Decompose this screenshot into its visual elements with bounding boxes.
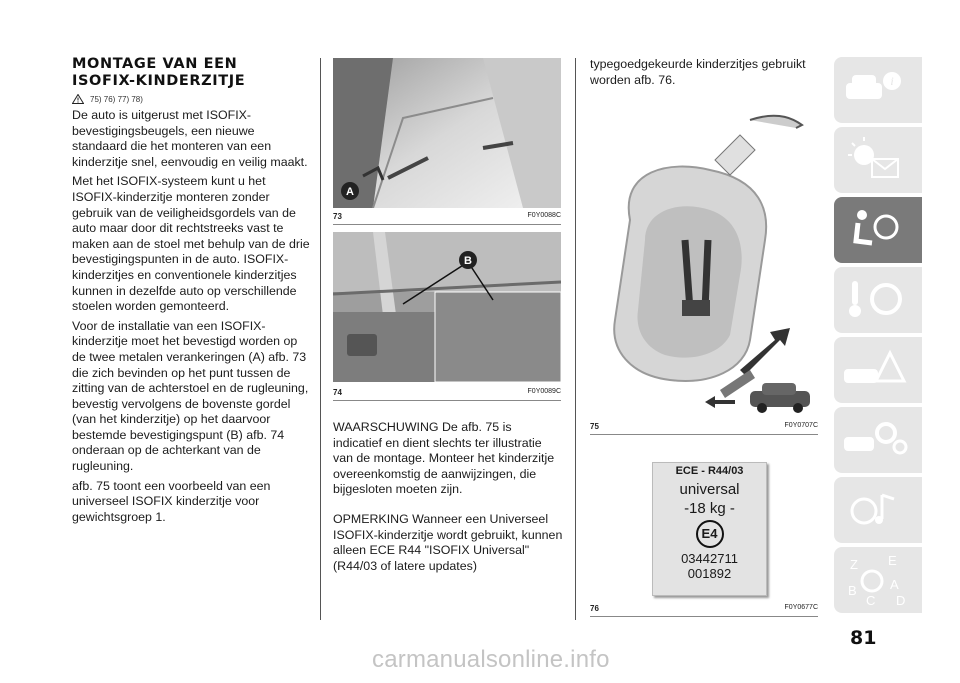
figure-74-label-b: B <box>464 255 472 267</box>
chapter-tab-emergency[interactable] <box>834 337 922 403</box>
chapter-tab-dashboard[interactable] <box>834 57 922 123</box>
seat-airbag-icon <box>834 197 922 263</box>
note-paragraph: OPMERKING Wanneer een Universeel ISOFIX-kinderzitje wordt gebruikt, kunnen alleen ECE R44 "ISOFIX Universal" (R44/03 of latere updates) <box>333 511 563 573</box>
figure-divider <box>590 616 818 617</box>
paragraph: typegoedgekeurde kinderzitjes gebruikt worden afb. 76. <box>590 57 806 87</box>
paragraph: afb. 75 toont een voorbeeld van een universeel ISOFIX kinderzitje voor gewichtsgroep 1. <box>72 478 271 524</box>
paragraph: Met het ISOFIX-systeem kunt u het ISOFIX-kinderzitje monteren zonder gebruik van de veiligheidsgordels van de auto maar door dit rechtstreeks vast te maken aan de stoel met behulp van de drie bevestigingspunten in de auto. ISOFIX-kinderzitjes en conventionele kinderzitjes kunnen in dezelfde auto op verschillende stoelen worden gemonteerd. <box>72 174 310 314</box>
ece-approval-label <box>652 462 767 596</box>
svg-text:E: E <box>888 553 897 568</box>
figure-73-label-a: A <box>346 186 354 198</box>
svg-text:A: A <box>890 577 899 592</box>
multimedia-icon <box>834 477 922 543</box>
chapter-tab-multimedia[interactable] <box>834 477 922 543</box>
figure-74-image <box>333 232 561 382</box>
figure-divider <box>590 434 818 435</box>
chapter-tab-maintenance[interactable] <box>834 407 922 473</box>
ece-header: ECE - R44/03 <box>675 465 744 477</box>
column-divider-2 <box>575 58 576 620</box>
watermark: carmanualsonline.info <box>372 646 610 673</box>
figure-75-code: F0Y0707C <box>784 422 818 429</box>
svg-text:Z: Z <box>850 557 858 572</box>
section-heading <box>72 56 245 90</box>
figure-73-number: 73 <box>333 212 342 221</box>
figure-divider <box>333 400 561 401</box>
car-info-icon <box>834 57 922 123</box>
figure-74-caption <box>333 388 561 397</box>
chapter-tab-safety[interactable] <box>834 197 922 263</box>
column-1-text <box>72 108 312 529</box>
column-2-text <box>333 420 563 578</box>
heading-line-2: ISOFIX-KINDERZITJE <box>72 73 246 89</box>
column-divider-1 <box>320 58 321 620</box>
figure-74-code: F0Y0089C <box>527 388 561 395</box>
paragraph: Voor de installatie van een ISOFIX-kinderzitje moet het bevestigd worden op de twee metalen verankeringen (A) afb. 73 die zich bevinden op het punt tussen de zitting van de achterstoel en de rugleuning, bevestig vervolgens de bovenste gordel (van het kinderzitje) op het daarvoor bestemde bevestigingspunt (B) afb. 74 onderaan op de achterkant van de rugleuning. <box>72 318 309 474</box>
warning-references <box>72 94 143 104</box>
warning-car-icon <box>834 337 922 403</box>
figure-75-number: 75 <box>590 422 599 431</box>
ece-universal: universal <box>679 481 740 498</box>
figure-divider <box>333 224 561 225</box>
ece-mark-icon <box>696 520 724 548</box>
figure-73-code: F0Y0088C <box>527 212 561 219</box>
figure-76-number: 76 <box>590 604 599 613</box>
figure-74-number: 74 <box>333 388 342 397</box>
svg-text:D: D <box>896 593 906 608</box>
figure-73-image <box>333 58 561 208</box>
page-number: 81 <box>850 627 877 649</box>
figure-73-caption <box>333 212 561 221</box>
warning-refs-text: 75) 76) 77) 78) <box>90 94 143 104</box>
key-steering-icon <box>834 267 922 333</box>
paragraph: De auto is uitgerust met ISOFIX-bevestigingsbeugels, een nieuwe standaard die het monteren van een kinderzitje snel, eenvoudig en veilig maakt. <box>72 108 308 169</box>
column-3-intro <box>590 57 820 92</box>
index-letters-icon <box>834 547 922 613</box>
ece-weight: -18 kg - <box>684 500 735 517</box>
ece-number-1: 03442711 <box>681 551 738 566</box>
lights-message-icon <box>834 127 922 193</box>
chapter-tab-starting[interactable] <box>834 267 922 333</box>
ece-mark: E4 <box>701 526 718 541</box>
warning-triangle-icon <box>72 94 84 104</box>
figure-75-image <box>590 100 818 418</box>
figure-76-code: F0Y0677C <box>784 604 818 611</box>
ece-number-2: 001892 <box>687 566 732 581</box>
svg-text:i: i <box>890 74 894 88</box>
figure-75-caption <box>590 422 818 431</box>
warning-paragraph: WAARSCHUWING De afb. 75 is indicatief en dient slechts ter illustratie van de montage. Monteer het kinderzitje overeenkomstig de aanwijzingen, die bijgesloten moeten zijn. <box>333 420 555 497</box>
svg-text:C: C <box>866 593 876 608</box>
svg-text:B: B <box>848 583 857 598</box>
car-service-gears-icon <box>834 407 922 473</box>
chapter-tab-index[interactable] <box>834 547 922 613</box>
heading-line-1: MONTAGE VAN EEN <box>72 56 238 72</box>
figure-76-caption <box>590 604 818 613</box>
chapter-tab-lights[interactable] <box>834 127 922 193</box>
figure-76-image <box>590 442 818 600</box>
